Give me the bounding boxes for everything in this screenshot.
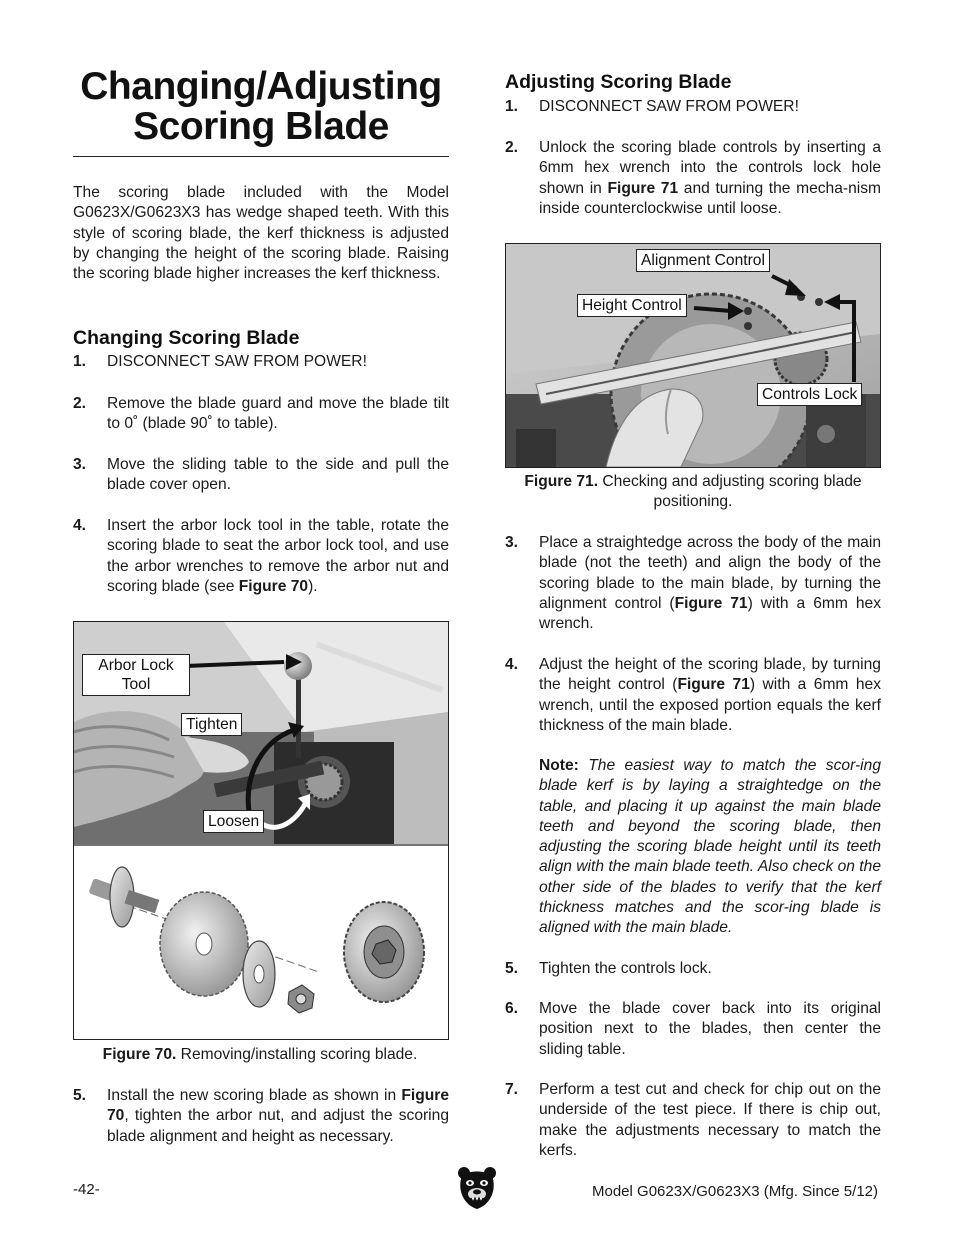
step-number: 1. bbox=[73, 353, 87, 370]
intro-paragraph: The scoring blade included with the Model G0623X/G0623X3 has wedge shaped teeth. With this style of scoring blade, the kerf thickness is adjusted by changing the height of the scoring blade. Raising the scoring blade higher increases the kerf thickness. bbox=[73, 184, 449, 283]
title-divider bbox=[73, 156, 449, 157]
step-number: 6. bbox=[505, 1000, 519, 1017]
figure-reference: Figure 71 bbox=[607, 179, 679, 197]
changing-step-3 bbox=[73, 455, 449, 497]
adjusting-heading: Adjusting Scoring Blade bbox=[505, 71, 732, 93]
note-text: Note: The easiest way to match the scor-ing blade kerf is by laying a straightedge on the table, and placing it up against the main blade teeth and beyond the scoring blade, then adjusting the scoring blade height until its teeth align with the main blade teeth. Also check on the other side of the blades to verify that the kerf thickness matches and the scor-ing blade is aligned with the main blade. bbox=[539, 757, 881, 937]
figure-71-caption: Figure 71. Checking and adjusting scoring blade positioning. bbox=[524, 473, 862, 510]
step-number: 2. bbox=[73, 395, 87, 412]
figure-reference: Figure 70 bbox=[238, 577, 309, 595]
step-text: DISCONNECT SAW FROM POWER! bbox=[107, 353, 367, 370]
model-footer: Model G0623X/G0623X3 (Mfg. Since 5/12) bbox=[592, 1183, 878, 1200]
step-text: DISCONNECT SAW FROM POWER! bbox=[539, 98, 799, 115]
step-text: Unlock the scoring blade controls by inserting a 6mm hex wrench into the controls lock hole shown in Figure 71 and turning the mecha-nism inside counterclockwise until loose. bbox=[539, 139, 881, 217]
changing-step-5 bbox=[73, 1086, 449, 1170]
changing-step-1 bbox=[73, 352, 449, 374]
step-text: Remove the blade guard and move the blade tilt to 0˚ (blade 90˚ to table). bbox=[107, 395, 449, 433]
loosen-label: Loosen bbox=[203, 810, 264, 833]
figure-reference: Figure 71 bbox=[677, 676, 750, 694]
step-number: 3. bbox=[505, 534, 519, 551]
changing-step-2 bbox=[73, 394, 449, 436]
figure-71 bbox=[505, 243, 881, 468]
step-text: Adjust the height of the scoring blade, by turning the height control (Figure 71) with a 6mm hex wrench, until the exposed portion equals the kerf thickness of the main blade. bbox=[539, 656, 881, 734]
height-control-label: Height Control bbox=[577, 294, 687, 317]
adjusting-note bbox=[505, 756, 881, 941]
step-text: Place a straightedge across the body of the main blade (not the teeth) and align the body of the scoring blade to the main blade, by turning the alignment control (Figure 71) with a 6mm hex wrench. bbox=[539, 534, 881, 633]
step-number: 3. bbox=[73, 456, 87, 473]
step-text: Insert the arbor lock tool in the table, rotate the scoring blade to seat the arbor lock tool, and use the arbor wrenches to remove the arbor nut and scoring blade (see Figure 70). bbox=[107, 517, 449, 595]
step-number: 4. bbox=[505, 656, 519, 673]
step-number: 5. bbox=[73, 1087, 87, 1104]
adjusting-step-6 bbox=[505, 999, 881, 1063]
note-label: Note: bbox=[539, 757, 579, 774]
step-number: 1. bbox=[505, 98, 519, 115]
adjusting-step-5 bbox=[505, 959, 881, 981]
step-number: 2. bbox=[505, 139, 519, 156]
arbor-lock-tool-label: Arbor Lock Tool bbox=[82, 654, 190, 696]
step-text: Tighten the controls lock. bbox=[539, 960, 712, 977]
tighten-label: Tighten bbox=[181, 713, 242, 736]
figure-70-caption: Figure 70. Removing/installing scoring blade. bbox=[102, 1046, 418, 1063]
adjusting-step-1 bbox=[505, 97, 881, 119]
adjusting-step-7 bbox=[505, 1080, 881, 1164]
controls-lock-label: Controls Lock bbox=[757, 383, 862, 406]
adjusting-step-3 bbox=[505, 533, 881, 637]
title-line-2: Scoring Blade bbox=[133, 105, 389, 148]
page-number: -42- bbox=[73, 1181, 100, 1198]
figure-reference: Figure 70 bbox=[107, 1087, 449, 1125]
changing-step-4 bbox=[73, 516, 449, 600]
step-text: Perform a test cut and check for chip out on the underside of the test piece. If there is chip out, make the adjustments necessary to match the kerfs. bbox=[539, 1081, 881, 1159]
step-number: 7. bbox=[505, 1081, 519, 1098]
alignment-control-label: Alignment Control bbox=[636, 249, 770, 272]
grizzly-bear-logo-icon bbox=[456, 1165, 498, 1211]
adjusting-step-2 bbox=[505, 138, 881, 222]
figure-70 bbox=[73, 621, 449, 1040]
step-text: Move the sliding table to the side and pull the blade cover open. bbox=[107, 456, 449, 494]
adjusting-step-4 bbox=[505, 655, 881, 739]
changing-heading: Changing Scoring Blade bbox=[73, 327, 300, 349]
page-title bbox=[73, 67, 449, 147]
title-line-1: Changing/Adjusting bbox=[80, 65, 442, 108]
step-text: Install the new scoring blade as shown in Figure 70, tighten the arbor nut, and adjust the scoring blade alignment and height as necessary. bbox=[107, 1087, 449, 1145]
figure-71-illustration bbox=[506, 244, 880, 467]
step-text: Move the blade cover back into its original position next to the blades, then center the sliding table. bbox=[539, 1000, 881, 1058]
figure-reference: Figure 71 bbox=[674, 594, 748, 612]
step-number: 4. bbox=[73, 517, 87, 534]
step-number: 5. bbox=[505, 960, 519, 977]
